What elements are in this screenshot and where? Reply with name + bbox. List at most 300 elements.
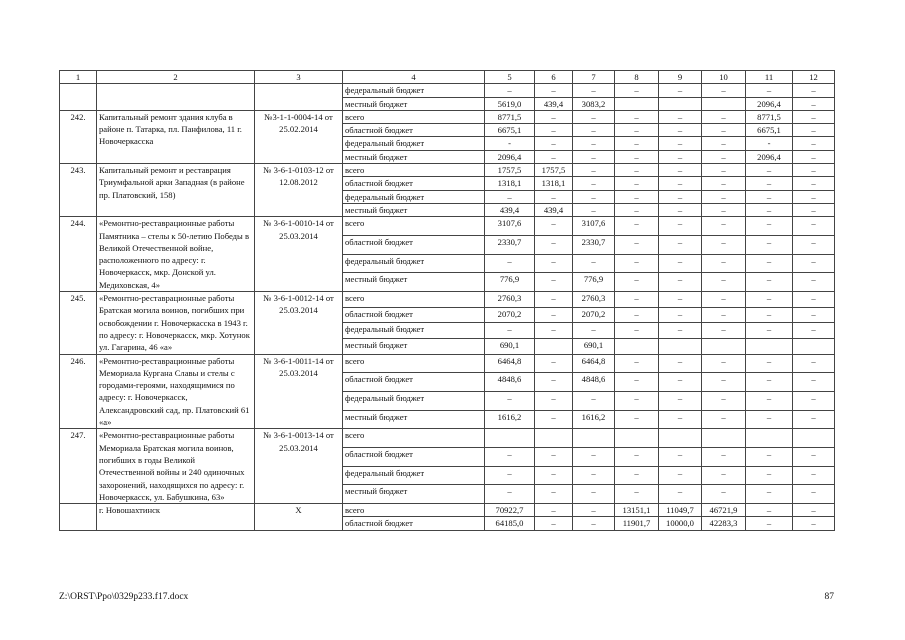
column-number: 5 <box>485 71 535 84</box>
amount-cell: – <box>702 292 746 308</box>
amount-cell: 439,4 <box>485 203 535 216</box>
object-name: «Ремонтно-реставрационные работы Мемориала Братская могила воинов, погибших в годы Великой Отечественной войны и 240 одиночных захоронений, находящихся по адресу: г. Новочеркасск, ул. Бабушкина, 63» <box>97 429 255 504</box>
amount-cell: – <box>615 448 659 467</box>
amount-cell: – <box>573 150 615 163</box>
amount-cell: – <box>573 254 615 273</box>
amount-cell: 2330,7 <box>573 235 615 254</box>
amount-cell: – <box>702 137 746 150</box>
amount-cell: – <box>615 292 659 308</box>
amount-cell <box>659 338 702 354</box>
amount-cell: – <box>535 235 573 254</box>
amount-cell: – <box>659 217 702 236</box>
amount-cell: – <box>702 124 746 137</box>
amount-cell: – <box>746 307 793 323</box>
column-number: 12 <box>793 71 835 84</box>
amount-cell: – <box>702 150 746 163</box>
amount-cell: – <box>746 84 793 97</box>
amount-cell: 1616,2 <box>485 410 535 429</box>
item-number <box>60 504 97 531</box>
amount-cell: - <box>746 137 793 150</box>
amount-cell <box>659 429 702 448</box>
amount-cell: – <box>573 177 615 190</box>
amount-cell: – <box>659 190 702 203</box>
table-row <box>60 292 835 308</box>
budget-source: всего <box>343 292 485 308</box>
budget-source: областной бюджет <box>343 124 485 137</box>
amount-cell: – <box>615 410 659 429</box>
amount-cell: – <box>659 164 702 177</box>
item-number <box>60 84 97 111</box>
item-number: 242. <box>60 110 97 163</box>
amount-cell: – <box>793 124 835 137</box>
amount-cell <box>485 429 535 448</box>
budget-source: местный бюджет <box>343 485 485 504</box>
budget-source: областной бюджет <box>343 235 485 254</box>
amount-cell: – <box>659 323 702 339</box>
amount-cell: – <box>746 217 793 236</box>
amount-cell: 2096,4 <box>485 150 535 163</box>
amount-cell: – <box>702 273 746 292</box>
amount-cell: – <box>535 124 573 137</box>
object-name <box>97 84 255 111</box>
contract-number: №3-1-1-0004-14 от 25.02.2014 <box>255 110 343 163</box>
budget-source: всего <box>343 504 485 517</box>
amount-cell: – <box>659 292 702 308</box>
amount-cell: – <box>793 217 835 236</box>
budget-source: областной бюджет <box>343 177 485 190</box>
amount-cell: 1616,2 <box>573 410 615 429</box>
amount-cell: 2096,4 <box>746 97 793 110</box>
amount-cell: – <box>615 190 659 203</box>
amount-cell: – <box>573 485 615 504</box>
amount-cell: – <box>793 373 835 392</box>
amount-cell: – <box>573 203 615 216</box>
amount-cell: – <box>535 323 573 339</box>
item-number: 244. <box>60 217 97 292</box>
object-name: «Ремонтно-реставрационные работы Памятника – стелы к 50-летию Победы в Великой Отечественной войне, расположенного по адресу: г. Новочеркасск, мкр. Донской ул. Медиховская, 4» <box>97 217 255 292</box>
amount-cell: – <box>485 84 535 97</box>
amount-cell: 6464,8 <box>485 354 535 373</box>
column-number: 4 <box>343 71 485 84</box>
amount-cell: – <box>659 410 702 429</box>
table-row <box>60 217 835 236</box>
amount-cell: 1318,1 <box>535 177 573 190</box>
budget-source: федеральный бюджет <box>343 466 485 485</box>
amount-cell: 46721,9 <box>702 504 746 517</box>
amount-cell: – <box>535 292 573 308</box>
amount-cell: – <box>535 485 573 504</box>
table-row <box>60 354 835 373</box>
amount-cell: – <box>793 203 835 216</box>
amount-cell: 6675,1 <box>746 124 793 137</box>
column-number: 7 <box>573 71 615 84</box>
budget-source: всего <box>343 429 485 448</box>
amount-cell: – <box>535 373 573 392</box>
amount-cell <box>702 97 746 110</box>
amount-cell: – <box>702 391 746 410</box>
column-number: 6 <box>535 71 573 84</box>
amount-cell: 10000,0 <box>659 517 702 530</box>
amount-cell: – <box>615 466 659 485</box>
amount-cell: – <box>535 410 573 429</box>
amount-cell: 3083,2 <box>573 97 615 110</box>
contract-number: № 3-6-1-0012-14 от 25.03.2014 <box>255 292 343 354</box>
amount-cell: – <box>746 190 793 203</box>
amount-cell: – <box>535 273 573 292</box>
page-number: 87 <box>824 592 834 602</box>
amount-cell <box>659 97 702 110</box>
amount-cell: – <box>702 448 746 467</box>
amount-cell: – <box>573 448 615 467</box>
amount-cell: – <box>485 448 535 467</box>
amount-cell: 1757,5 <box>535 164 573 177</box>
amount-cell: – <box>702 203 746 216</box>
amount-cell: – <box>659 485 702 504</box>
amount-cell: – <box>793 448 835 467</box>
amount-cell: – <box>573 323 615 339</box>
amount-cell: – <box>535 217 573 236</box>
amount-cell: – <box>746 504 793 517</box>
amount-cell: – <box>793 485 835 504</box>
amount-cell: – <box>659 373 702 392</box>
amount-cell: - <box>485 137 535 150</box>
column-number: 3 <box>255 71 343 84</box>
amount-cell: – <box>702 410 746 429</box>
amount-cell: – <box>573 517 615 530</box>
amount-cell: – <box>615 124 659 137</box>
object-name: «Ремонтно-реставрационные работы Братская могила воинов, погибших при освобождении г. Новочеркасска в 1943 г. по адресу: г. Новочеркасск, мкр. Хотунок ул. Гагарина, 46 «а» <box>97 292 255 354</box>
object-name: «Ремонтно-реставрационные работы Мемориала Кургана Славы и стелы с городами-героями, находящимися по адресу: г. Новочеркасск, Александровский сад, пр. Платовский 61 «а» <box>97 354 255 429</box>
amount-cell: – <box>535 84 573 97</box>
amount-cell: – <box>535 504 573 517</box>
amount-cell: – <box>793 235 835 254</box>
budget-source: местный бюджет <box>343 203 485 216</box>
amount-cell: – <box>746 235 793 254</box>
amount-cell: – <box>535 254 573 273</box>
table-row <box>60 164 835 177</box>
amount-cell: – <box>535 354 573 373</box>
amount-cell: 4848,6 <box>485 373 535 392</box>
amount-cell: – <box>659 273 702 292</box>
amount-cell: – <box>793 307 835 323</box>
column-number: 9 <box>659 71 702 84</box>
contract-number: Х <box>255 504 343 531</box>
amount-cell: – <box>793 391 835 410</box>
amount-cell: – <box>746 391 793 410</box>
amount-cell <box>535 429 573 448</box>
amount-cell: – <box>485 485 535 504</box>
budget-source: местный бюджет <box>343 410 485 429</box>
amount-cell: 690,1 <box>573 338 615 354</box>
column-number: 11 <box>746 71 793 84</box>
item-number: 245. <box>60 292 97 354</box>
table-row <box>60 429 835 448</box>
amount-cell: – <box>793 150 835 163</box>
amount-cell: – <box>659 124 702 137</box>
amount-cell: – <box>659 177 702 190</box>
amount-cell: – <box>702 323 746 339</box>
amount-cell: – <box>659 448 702 467</box>
amount-cell: – <box>485 391 535 410</box>
amount-cell: 8771,5 <box>746 110 793 123</box>
amount-cell: – <box>615 254 659 273</box>
amount-cell: – <box>702 217 746 236</box>
amount-cell: – <box>573 504 615 517</box>
amount-cell: – <box>702 84 746 97</box>
amount-cell <box>702 429 746 448</box>
amount-cell: 2096,4 <box>746 150 793 163</box>
amount-cell: – <box>793 517 835 530</box>
budget-source: всего <box>343 217 485 236</box>
budget-source: местный бюджет <box>343 338 485 354</box>
amount-cell <box>702 338 746 354</box>
amount-cell: 8771,5 <box>485 110 535 123</box>
file-path: Z:\ORST\Ppo\0329p233.f17.docx <box>59 592 189 602</box>
budget-source: федеральный бюджет <box>343 323 485 339</box>
amount-cell: – <box>702 164 746 177</box>
amount-cell: – <box>702 254 746 273</box>
amount-cell: – <box>615 110 659 123</box>
amount-cell: – <box>485 190 535 203</box>
item-number: 243. <box>60 164 97 217</box>
amount-cell: – <box>485 254 535 273</box>
budget-source: федеральный бюджет <box>343 137 485 150</box>
amount-cell: – <box>746 292 793 308</box>
budget-source: областной бюджет <box>343 373 485 392</box>
amount-cell <box>746 338 793 354</box>
amount-cell: 2070,2 <box>485 307 535 323</box>
header-row <box>60 71 835 84</box>
column-number: 8 <box>615 71 659 84</box>
amount-cell: – <box>702 307 746 323</box>
budget-source: местный бюджет <box>343 150 485 163</box>
budget-source: всего <box>343 110 485 123</box>
amount-cell: – <box>659 391 702 410</box>
amount-cell: – <box>573 137 615 150</box>
amount-cell: – <box>659 84 702 97</box>
amount-cell: – <box>702 485 746 504</box>
budget-source: областной бюджет <box>343 307 485 323</box>
amount-cell: – <box>659 110 702 123</box>
column-number: 1 <box>60 71 97 84</box>
amount-cell: – <box>573 190 615 203</box>
amount-cell: – <box>573 124 615 137</box>
amount-cell <box>793 429 835 448</box>
amount-cell: – <box>615 323 659 339</box>
amount-cell: – <box>793 137 835 150</box>
object-name: Капитальный ремонт здания клуба в районе п. Татарка, пл. Панфилова, 11 г. Новочеркасска <box>97 110 255 163</box>
amount-cell: 2760,3 <box>485 292 535 308</box>
amount-cell: – <box>659 254 702 273</box>
contract-number: № 3-6-1-0103-12 от 12.08.2012 <box>255 164 343 217</box>
budget-source: федеральный бюджет <box>343 254 485 273</box>
amount-cell: – <box>793 504 835 517</box>
amount-cell: – <box>793 292 835 308</box>
amount-cell: – <box>659 307 702 323</box>
amount-cell: – <box>535 307 573 323</box>
item-number: 247. <box>60 429 97 504</box>
amount-cell: – <box>746 410 793 429</box>
amount-cell: – <box>793 164 835 177</box>
amount-cell: – <box>793 410 835 429</box>
amount-cell: – <box>746 273 793 292</box>
amount-cell: 439,4 <box>535 97 573 110</box>
table-row <box>60 504 835 517</box>
amount-cell: – <box>793 84 835 97</box>
amount-cell <box>793 338 835 354</box>
amount-cell: – <box>573 391 615 410</box>
amount-cell: – <box>615 273 659 292</box>
amount-cell: 6675,1 <box>485 124 535 137</box>
amount-cell: – <box>615 307 659 323</box>
amount-cell <box>573 429 615 448</box>
contract-number: № 3-6-1-0011-14 от 25.03.2014 <box>255 354 343 429</box>
budget-source: областной бюджет <box>343 517 485 530</box>
amount-cell: 64185,0 <box>485 517 535 530</box>
amount-cell: 70922,7 <box>485 504 535 517</box>
budget-source: местный бюджет <box>343 273 485 292</box>
amount-cell: – <box>746 517 793 530</box>
budget-table <box>59 70 835 531</box>
amount-cell: – <box>573 164 615 177</box>
column-number: 2 <box>97 71 255 84</box>
amount-cell: 776,9 <box>573 273 615 292</box>
budget-source: федеральный бюджет <box>343 391 485 410</box>
item-number: 246. <box>60 354 97 429</box>
amount-cell <box>615 338 659 354</box>
amount-cell: – <box>793 323 835 339</box>
amount-cell: – <box>746 164 793 177</box>
amount-cell: – <box>535 150 573 163</box>
amount-cell: 13151,1 <box>615 504 659 517</box>
amount-cell: – <box>535 466 573 485</box>
amount-cell: – <box>746 323 793 339</box>
amount-cell: 42283,3 <box>702 517 746 530</box>
amount-cell: 3107,6 <box>485 217 535 236</box>
amount-cell <box>535 338 573 354</box>
amount-cell: – <box>746 203 793 216</box>
amount-cell: – <box>573 466 615 485</box>
amount-cell: – <box>793 273 835 292</box>
amount-cell: 5619,0 <box>485 97 535 110</box>
contract-number <box>255 84 343 111</box>
amount-cell: – <box>746 485 793 504</box>
amount-cell: – <box>615 137 659 150</box>
amount-cell: – <box>793 466 835 485</box>
budget-source: федеральный бюджет <box>343 84 485 97</box>
amount-cell: – <box>659 466 702 485</box>
amount-cell: – <box>615 354 659 373</box>
amount-cell: 4848,6 <box>573 373 615 392</box>
amount-cell: – <box>793 110 835 123</box>
amount-cell: – <box>615 164 659 177</box>
amount-cell: 690,1 <box>485 338 535 354</box>
amount-cell <box>615 429 659 448</box>
amount-cell: – <box>793 177 835 190</box>
amount-cell: – <box>659 137 702 150</box>
amount-cell: – <box>702 235 746 254</box>
contract-number: № 3-6-1-0013-14 от 25.03.2014 <box>255 429 343 504</box>
amount-cell: – <box>659 203 702 216</box>
amount-cell: 776,9 <box>485 273 535 292</box>
amount-cell: – <box>702 354 746 373</box>
amount-cell: – <box>615 235 659 254</box>
amount-cell: – <box>615 84 659 97</box>
amount-cell: 1757,5 <box>485 164 535 177</box>
amount-cell: – <box>535 517 573 530</box>
amount-cell: 439,4 <box>535 203 573 216</box>
amount-cell: – <box>702 110 746 123</box>
amount-cell: 2330,7 <box>485 235 535 254</box>
amount-cell: – <box>746 254 793 273</box>
amount-cell: – <box>615 373 659 392</box>
amount-cell <box>615 97 659 110</box>
amount-cell: 6464,8 <box>573 354 615 373</box>
contract-number: № 3-6-1-0010-14 от 25.03.2014 <box>255 217 343 292</box>
budget-source: федеральный бюджет <box>343 190 485 203</box>
column-number: 10 <box>702 71 746 84</box>
amount-cell: – <box>615 177 659 190</box>
table-row <box>60 84 835 97</box>
amount-cell: 3107,6 <box>573 217 615 236</box>
amount-cell: – <box>793 254 835 273</box>
budget-source: всего <box>343 354 485 373</box>
amount-cell: – <box>793 97 835 110</box>
amount-cell: – <box>793 190 835 203</box>
amount-cell: – <box>702 190 746 203</box>
object-name: Капитальный ремонт и реставрация Триумфальной арки Западная (в районе пр. Платовский, 158) <box>97 164 255 217</box>
budget-source: областной бюджет <box>343 448 485 467</box>
amount-cell: – <box>659 235 702 254</box>
amount-cell: – <box>615 203 659 216</box>
amount-cell: – <box>573 110 615 123</box>
amount-cell: 11901,7 <box>615 517 659 530</box>
amount-cell: – <box>702 373 746 392</box>
amount-cell <box>746 429 793 448</box>
amount-cell: – <box>615 485 659 504</box>
amount-cell: 1318,1 <box>485 177 535 190</box>
amount-cell: 2070,2 <box>573 307 615 323</box>
amount-cell: – <box>659 354 702 373</box>
table-row <box>60 110 835 123</box>
budget-source: местный бюджет <box>343 97 485 110</box>
amount-cell: – <box>702 466 746 485</box>
amount-cell: – <box>485 466 535 485</box>
amount-cell: – <box>485 323 535 339</box>
amount-cell: – <box>793 354 835 373</box>
amount-cell: – <box>746 448 793 467</box>
amount-cell: – <box>702 177 746 190</box>
object-name: г. Новошахтинск <box>97 504 255 531</box>
amount-cell: – <box>615 391 659 410</box>
amount-cell: – <box>535 137 573 150</box>
amount-cell: – <box>535 110 573 123</box>
amount-cell: – <box>659 150 702 163</box>
amount-cell: – <box>615 217 659 236</box>
amount-cell: – <box>746 177 793 190</box>
amount-cell: – <box>535 448 573 467</box>
budget-source: всего <box>343 164 485 177</box>
amount-cell: – <box>746 466 793 485</box>
amount-cell: 2760,3 <box>573 292 615 308</box>
amount-cell: – <box>746 373 793 392</box>
amount-cell: – <box>535 391 573 410</box>
amount-cell: – <box>615 150 659 163</box>
amount-cell: 11049,7 <box>659 504 702 517</box>
amount-cell: – <box>573 84 615 97</box>
amount-cell: – <box>746 354 793 373</box>
amount-cell: – <box>535 190 573 203</box>
